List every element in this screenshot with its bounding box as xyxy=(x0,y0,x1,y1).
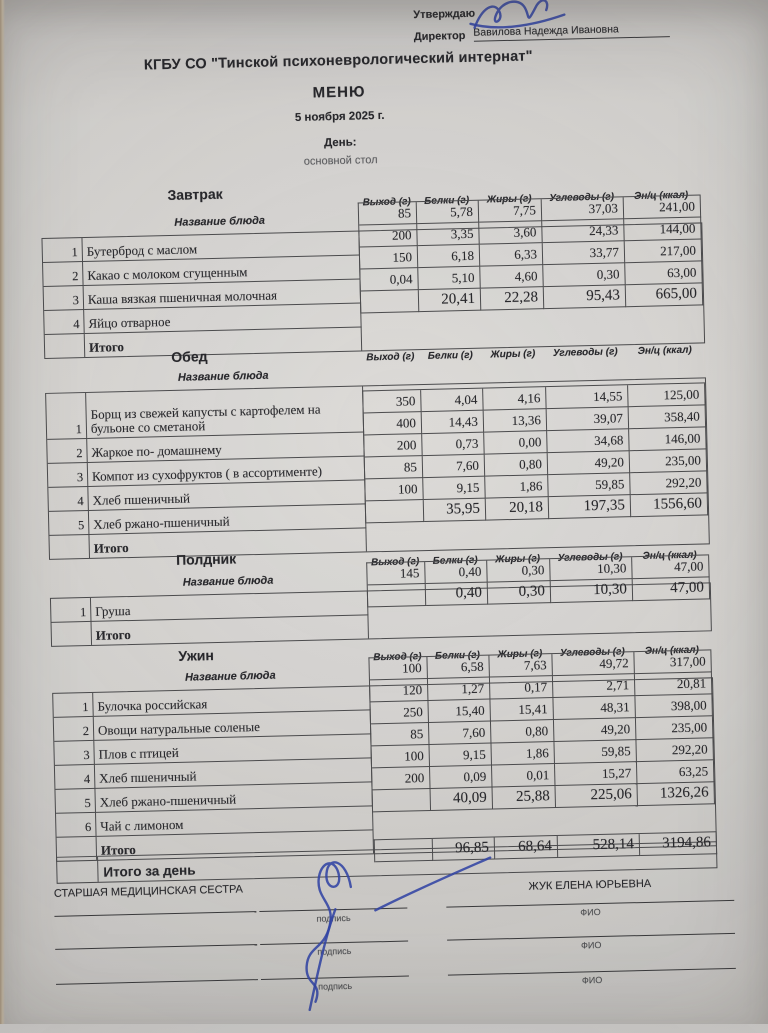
value-protein: 1,27 xyxy=(428,678,491,701)
value-carbs: 37,03 xyxy=(542,197,624,221)
value-fat: 13,36 xyxy=(484,409,548,432)
sign-caption: подпись xyxy=(317,945,352,957)
column-header-out: Выход (г) xyxy=(362,196,411,209)
column-header-out: Выход (г) xyxy=(370,556,420,569)
value-protein: 0,73 xyxy=(422,433,485,456)
value-carbs: 15,27 xyxy=(555,762,637,786)
value-carbs: 0,30 xyxy=(543,263,625,287)
value-carbs: 49,20 xyxy=(554,718,636,742)
value-energy: 398,00 xyxy=(635,694,712,718)
value-out: 120 xyxy=(370,679,429,702)
totals-label: Итого xyxy=(89,528,366,558)
total-fat: 20,18 xyxy=(486,497,550,520)
fio-caption: ФИО xyxy=(581,974,603,986)
value-protein: 7,60 xyxy=(423,455,486,478)
value-carbs: 33,77 xyxy=(543,241,625,265)
row-number: 1 xyxy=(42,238,83,263)
dish-name: Груша xyxy=(91,591,368,622)
value-fat: 7,63 xyxy=(489,654,553,677)
value-carbs: 49,20 xyxy=(548,451,630,475)
nutrition-values-grid xyxy=(362,382,708,523)
total-protein: 40,09 xyxy=(431,788,494,811)
value-out: 100 xyxy=(372,745,431,768)
value-protein: 6,58 xyxy=(427,656,490,679)
meal-section xyxy=(40,174,699,356)
row-number: 1 xyxy=(51,598,92,623)
value-fat: 0,30 xyxy=(487,559,551,582)
value-fat: 0,80 xyxy=(485,453,549,476)
value-protein: 9,15 xyxy=(423,477,486,500)
column-header-energy: Эн/ц (ккал) xyxy=(637,344,692,357)
dish-name: Жаркое по- домашнему xyxy=(87,432,364,463)
day-total-label: Итого за день xyxy=(103,862,196,880)
value-protein: 4,04 xyxy=(421,389,484,412)
column-header-out: Выход (г) xyxy=(366,351,415,364)
total-fat: 25,88 xyxy=(493,786,557,809)
value-fat: 1,86 xyxy=(491,742,555,765)
row-number: 6 xyxy=(56,813,97,838)
value-protein: 14,43 xyxy=(422,411,485,434)
value-out: 0,04 xyxy=(360,268,419,291)
total-energy: 1556,60 xyxy=(631,493,708,517)
value-energy: 144,00 xyxy=(624,217,701,241)
value-energy: 358,40 xyxy=(629,405,706,429)
day-label: День: xyxy=(323,136,357,150)
meal-title: Полдник xyxy=(175,550,237,568)
dish-name: Борщ из свежей капусты с картофелем на бульоне со сметаной xyxy=(86,386,364,439)
column-header-dish-name: Название блюда xyxy=(184,669,276,684)
row-number: 2 xyxy=(47,439,88,464)
total-carbs: 95,43 xyxy=(544,285,626,309)
value-fat: 0,00 xyxy=(484,431,548,454)
row-number xyxy=(49,535,90,559)
row-number: 4 xyxy=(48,487,89,512)
row-number: 3 xyxy=(48,463,89,488)
row-number: 1 xyxy=(53,693,94,718)
value-out: 85 xyxy=(359,202,418,225)
total-carbs: 225,06 xyxy=(556,784,638,808)
director-label: Директор xyxy=(413,29,466,44)
value-carbs: 24,33 xyxy=(542,219,624,243)
dish-name: Каша вязкая пшеничная молочная xyxy=(84,279,361,310)
value-energy: 217,00 xyxy=(625,239,702,263)
dish-name: Бутерброд с маслом xyxy=(82,232,359,263)
value-fat: 15,41 xyxy=(490,698,554,721)
column-header-fat: Жиры (г) xyxy=(486,193,532,206)
row-number: 5 xyxy=(55,789,96,814)
row-number: 2 xyxy=(54,717,95,742)
dish-name: Какао с молоком сгущенным xyxy=(83,255,360,286)
value-protein: 15,40 xyxy=(428,700,491,723)
value-energy: 292,20 xyxy=(636,738,713,762)
nurse-signature-ink xyxy=(276,835,515,1023)
value-out: 200 xyxy=(364,434,423,457)
value-energy: 292,20 xyxy=(630,471,707,495)
day-total-fat: 68,64 xyxy=(495,836,559,859)
total-out xyxy=(366,500,425,523)
column-header-energy: Эн/ц (ккал) xyxy=(633,189,689,203)
document-heading xyxy=(0,45,690,175)
value-carbs: 39,07 xyxy=(547,407,629,431)
row-number: 3 xyxy=(44,286,85,311)
value-protein: 0,09 xyxy=(430,766,493,789)
value-energy: 63,25 xyxy=(637,760,714,784)
value-out: 400 xyxy=(364,412,423,435)
value-energy: 20,81 xyxy=(635,672,712,696)
column-header-protein: Белки (г) xyxy=(424,194,470,207)
total-carbs: 197,35 xyxy=(549,495,631,519)
column-header-energy: Эн/ц (ккал) xyxy=(644,644,700,657)
value-carbs: 14,55 xyxy=(546,385,628,409)
value-energy: 47,00 xyxy=(632,555,709,579)
column-header-protein: Белки (г) xyxy=(434,649,481,662)
value-protein: 5,78 xyxy=(417,201,480,224)
totals-label: Итого xyxy=(92,615,369,645)
value-out: 350 xyxy=(363,390,422,413)
value-out: 145 xyxy=(367,562,426,585)
nutrition-values-grid xyxy=(366,554,710,607)
value-carbs: 2,71 xyxy=(553,674,635,698)
day-total-energy: 3194,86 xyxy=(640,832,717,856)
photo-left-edge xyxy=(0,0,5,1024)
column-header-dish-name: Название блюда xyxy=(182,574,274,589)
column-header-energy: Эн/ц (ккал) xyxy=(642,549,697,562)
value-fat: 7,75 xyxy=(479,199,543,222)
column-header-carbs: Углеводы (г) xyxy=(559,646,625,659)
value-carbs: 59,85 xyxy=(554,740,636,764)
row-number: 2 xyxy=(43,262,84,287)
value-carbs: 10,30 xyxy=(550,557,632,581)
column-header-fat: Жиры (г) xyxy=(495,553,541,566)
value-protein: 0,40 xyxy=(425,561,488,584)
total-fat: 0,30 xyxy=(488,581,552,604)
document-title: МЕНЮ xyxy=(312,83,366,102)
signature-line-left xyxy=(56,979,258,985)
dish-name: Хлеб ржано-пшеничный xyxy=(95,782,372,813)
total-protein: 20,41 xyxy=(419,289,482,312)
day-total-carbs: 528,14 xyxy=(558,834,640,858)
value-fat: 0,01 xyxy=(492,764,556,787)
value-carbs: 48,31 xyxy=(553,696,635,720)
value-fat: 0,80 xyxy=(491,720,555,743)
row-number: 3 xyxy=(54,741,95,766)
value-carbs: 34,68 xyxy=(547,429,629,453)
value-protein: 9,15 xyxy=(430,744,493,767)
value-fat: 3,60 xyxy=(479,221,543,244)
row-number: 4 xyxy=(44,310,85,335)
column-header-fat: Жиры (г) xyxy=(497,648,543,661)
diet-type: основной стол xyxy=(303,154,378,168)
column-header-carbs: Углеводы (г) xyxy=(557,551,623,564)
value-fat: 6,33 xyxy=(480,243,544,266)
value-out: 200 xyxy=(359,224,418,247)
value-energy: 235,00 xyxy=(630,449,707,473)
value-out: 150 xyxy=(360,246,419,269)
total-energy: 47,00 xyxy=(633,577,710,601)
value-out: 85 xyxy=(371,723,430,746)
column-header-carbs: Углеводы (г) xyxy=(549,191,615,205)
value-energy: 235,00 xyxy=(636,716,713,740)
value-out: 250 xyxy=(370,701,429,724)
dish-name: Хлеб пшеничный xyxy=(88,480,365,511)
fio-caption: ФИО xyxy=(580,907,601,918)
value-protein: 7,60 xyxy=(429,722,492,745)
meal-title: Завтрак xyxy=(167,185,223,204)
total-carbs: 10,30 xyxy=(551,579,633,603)
row-number: 5 xyxy=(49,511,90,536)
meal-title: Ужин xyxy=(178,647,215,664)
fio-caption: ФИО xyxy=(580,939,602,951)
total-fat: 22,28 xyxy=(481,287,545,310)
column-header-dish-name: Название блюда xyxy=(174,214,266,229)
dish-name: Булочка российская xyxy=(93,686,370,717)
column-header-protein: Белки (г) xyxy=(432,554,478,567)
row-number: 1 xyxy=(46,393,87,440)
total-out xyxy=(361,290,420,313)
dish-name: Плов с птицей xyxy=(94,734,371,765)
sign-caption: подпись xyxy=(318,980,353,992)
signature-line-left xyxy=(54,911,256,917)
dish-name: Чай с лимоном xyxy=(96,806,373,837)
value-carbs: 49,72 xyxy=(552,652,634,676)
value-carbs: 59,85 xyxy=(548,473,630,497)
dish-name: Яйцо отварное xyxy=(84,303,361,334)
nutrition-values-grid xyxy=(358,194,704,313)
approve-label: Утверждаю xyxy=(413,7,476,22)
value-out: 200 xyxy=(372,767,431,790)
total-protein: 0,40 xyxy=(426,583,489,606)
value-out: 100 xyxy=(365,478,424,501)
value-out: 85 xyxy=(365,456,424,479)
director-signature-ink xyxy=(468,0,579,43)
head-nurse-name: ЖУК ЕЛЕНА ЮРЬЕВНА xyxy=(528,877,652,893)
row-number xyxy=(52,622,93,646)
nutrition-values-grid xyxy=(368,649,715,812)
row-number xyxy=(45,334,86,358)
row-number: 4 xyxy=(55,765,96,790)
total-energy: 665,00 xyxy=(626,283,703,307)
day-total-protein: 96,85 xyxy=(433,837,496,860)
menu-date: 5 ноября 2025 г. xyxy=(294,109,385,124)
director-name: Вавилова Надежда Ивановна xyxy=(473,22,669,42)
dish-name: Хлеб ржано-пшеничный xyxy=(89,504,366,535)
value-energy: 146,00 xyxy=(629,427,706,451)
value-fat: 4,16 xyxy=(483,387,547,410)
value-energy: 317,00 xyxy=(634,650,711,674)
value-energy: 241,00 xyxy=(624,195,701,219)
value-protein: 6,18 xyxy=(418,245,481,268)
value-protein: 3,35 xyxy=(417,223,480,246)
value-energy: 125,00 xyxy=(628,383,705,407)
meal-title: Обед xyxy=(171,348,208,365)
dish-name: Хлеб пшеничный xyxy=(95,758,372,789)
organization-name: КГБУ СО "Тинской психоневрологический интернат" xyxy=(143,48,533,74)
dish-name: Компот из сухофруктов ( в ассортименте) xyxy=(88,456,365,487)
value-fat: 0,17 xyxy=(490,676,554,699)
head-nurse-title: СТАРШАЯ МЕДИЦИНСКАЯ СЕСТРА xyxy=(53,883,244,900)
totals-label: Итого xyxy=(97,830,374,860)
value-fat: 4,60 xyxy=(480,265,544,288)
column-header-out: Выход (г) xyxy=(373,651,422,664)
approval-block xyxy=(413,2,714,43)
total-energy: 1326,26 xyxy=(637,782,714,806)
column-header-dish-name: Название блюда xyxy=(177,369,269,384)
dish-name: Овощи натуральные соленые xyxy=(94,710,371,741)
value-fat: 1,86 xyxy=(485,475,549,498)
total-out xyxy=(368,584,427,607)
totals-label: Итого xyxy=(85,327,362,357)
sign-caption: подпись xyxy=(316,912,351,924)
value-out: 100 xyxy=(369,657,428,680)
total-protein: 35,95 xyxy=(424,499,487,522)
column-header-carbs: Углеводы (г) xyxy=(552,346,618,359)
value-protein: 5,10 xyxy=(418,267,481,290)
column-header-fat: Жиры (г) xyxy=(490,348,536,361)
signature-line-left xyxy=(55,944,257,950)
total-out xyxy=(373,789,432,812)
value-energy: 63,00 xyxy=(625,261,702,285)
day-total-number-column-divider xyxy=(97,857,99,882)
column-header-protein: Белки (г) xyxy=(427,349,473,362)
